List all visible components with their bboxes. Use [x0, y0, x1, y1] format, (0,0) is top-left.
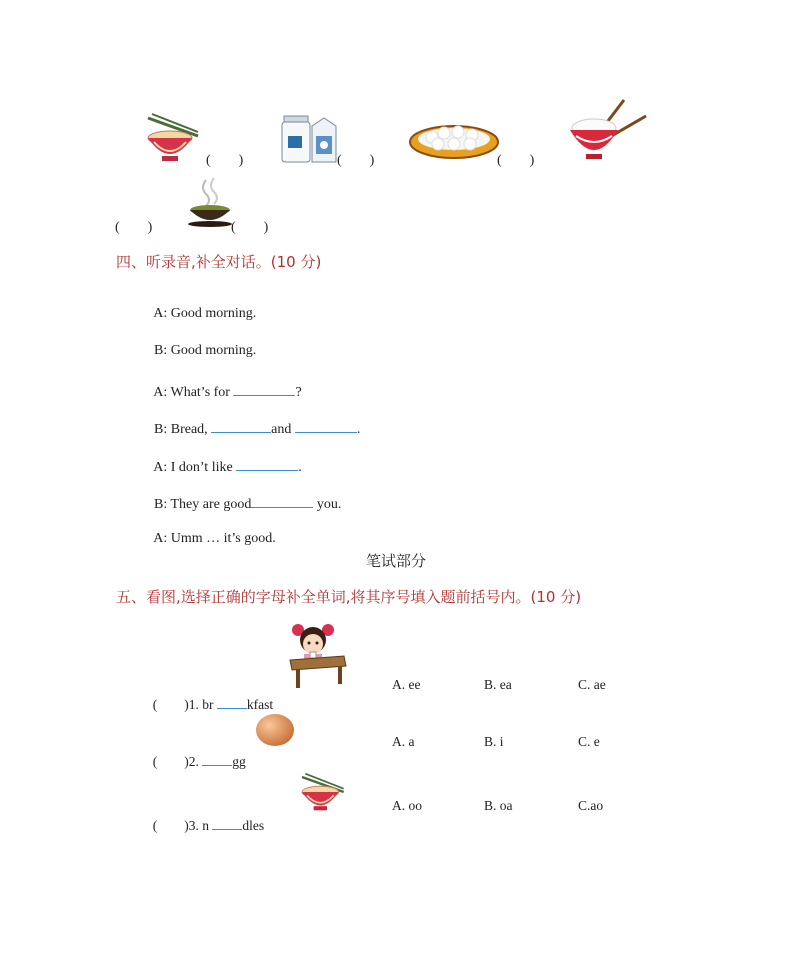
dialogue-text: ?	[295, 385, 302, 400]
question-word-rest: kfast	[246, 697, 274, 712]
milk-icon	[280, 112, 340, 164]
section-4-title: 四、听录音,补全对话。(10 分)	[116, 253, 322, 271]
written-part-title: 笔试部分	[366, 552, 427, 570]
answer-blank[interactable]	[233, 381, 295, 396]
answer-blank[interactable]	[212, 815, 242, 830]
egg-icon	[254, 712, 296, 748]
answer-blank[interactable]	[236, 456, 298, 471]
dialogue-line-5	[147, 440, 302, 476]
dialogue-text: A: Good morning.	[153, 306, 257, 321]
option-b[interactable]: B. oa	[484, 798, 513, 813]
answer-blank[interactable]	[217, 694, 247, 709]
question-word-rest: dles	[242, 818, 265, 833]
answer-blank[interactable]	[202, 751, 232, 766]
dialogue-line-1	[147, 290, 256, 322]
option-b[interactable]: B. ea	[484, 677, 512, 692]
question-1	[146, 677, 273, 713]
girl-breakfast-icon	[284, 622, 350, 690]
dialogue-line-4	[147, 402, 360, 438]
dialogue-text: B: They are good	[154, 497, 252, 512]
option-a[interactable]: A. oo	[392, 798, 422, 813]
picture-answer-paren-2[interactable]: ( )	[337, 153, 375, 168]
dialogue-text: A: What’s for	[153, 385, 234, 400]
answer-blank[interactable]	[295, 418, 357, 433]
rice-icon	[568, 98, 648, 164]
question-number: 3. n	[188, 818, 213, 833]
dialogue-line-3	[147, 365, 302, 401]
answer-paren[interactable]: ( )	[152, 697, 189, 712]
answer-paren[interactable]: ( )	[152, 818, 189, 833]
dialogue-text: you.	[313, 497, 342, 512]
question-number: 1. br	[188, 697, 217, 712]
dumplings-icon	[408, 116, 500, 162]
option-b[interactable]: B. i	[484, 734, 504, 749]
picture-answer-paren-5[interactable]: ( )	[231, 220, 269, 235]
answer-paren[interactable]: ( )	[152, 754, 189, 769]
option-c[interactable]: C. ae	[578, 677, 606, 692]
question-number: 2.	[188, 754, 203, 769]
picture-answer-paren-3[interactable]: ( )	[497, 153, 535, 168]
noodles-icon	[144, 112, 200, 164]
dialogue-text: .	[356, 422, 361, 437]
option-a[interactable]: A. ee	[392, 677, 421, 692]
dialogue-line-2	[147, 327, 256, 359]
option-c[interactable]: C.ao	[578, 798, 604, 813]
answer-blank[interactable]	[251, 493, 313, 508]
dialogue-line-6	[147, 477, 341, 513]
dialogue-text: .	[298, 460, 302, 475]
dialogue-text: and	[271, 422, 295, 437]
question-word-rest: gg	[232, 754, 246, 769]
dialogue-text: A: I don’t like	[153, 460, 237, 475]
option-c[interactable]: C. e	[578, 734, 600, 749]
dialogue-text: B: Good morning.	[154, 343, 257, 358]
section-5-title: 五、看图,选择正确的字母补全单词,将其序号填入题前括号内。(10 分)	[116, 588, 582, 606]
question-2	[146, 734, 246, 770]
dialogue-line-7	[147, 515, 276, 547]
picture-answer-paren-4[interactable]: ( )	[115, 220, 153, 235]
picture-answer-paren-1[interactable]: ( )	[206, 153, 244, 168]
noodles-small-icon	[298, 772, 346, 812]
dialogue-text: B: Bread,	[154, 422, 212, 437]
soup-icon	[186, 176, 236, 228]
answer-blank[interactable]	[211, 418, 271, 433]
option-a[interactable]: A. a	[392, 734, 415, 749]
dialogue-text: A: Umm … it’s good.	[153, 531, 276, 546]
question-3	[146, 798, 264, 834]
